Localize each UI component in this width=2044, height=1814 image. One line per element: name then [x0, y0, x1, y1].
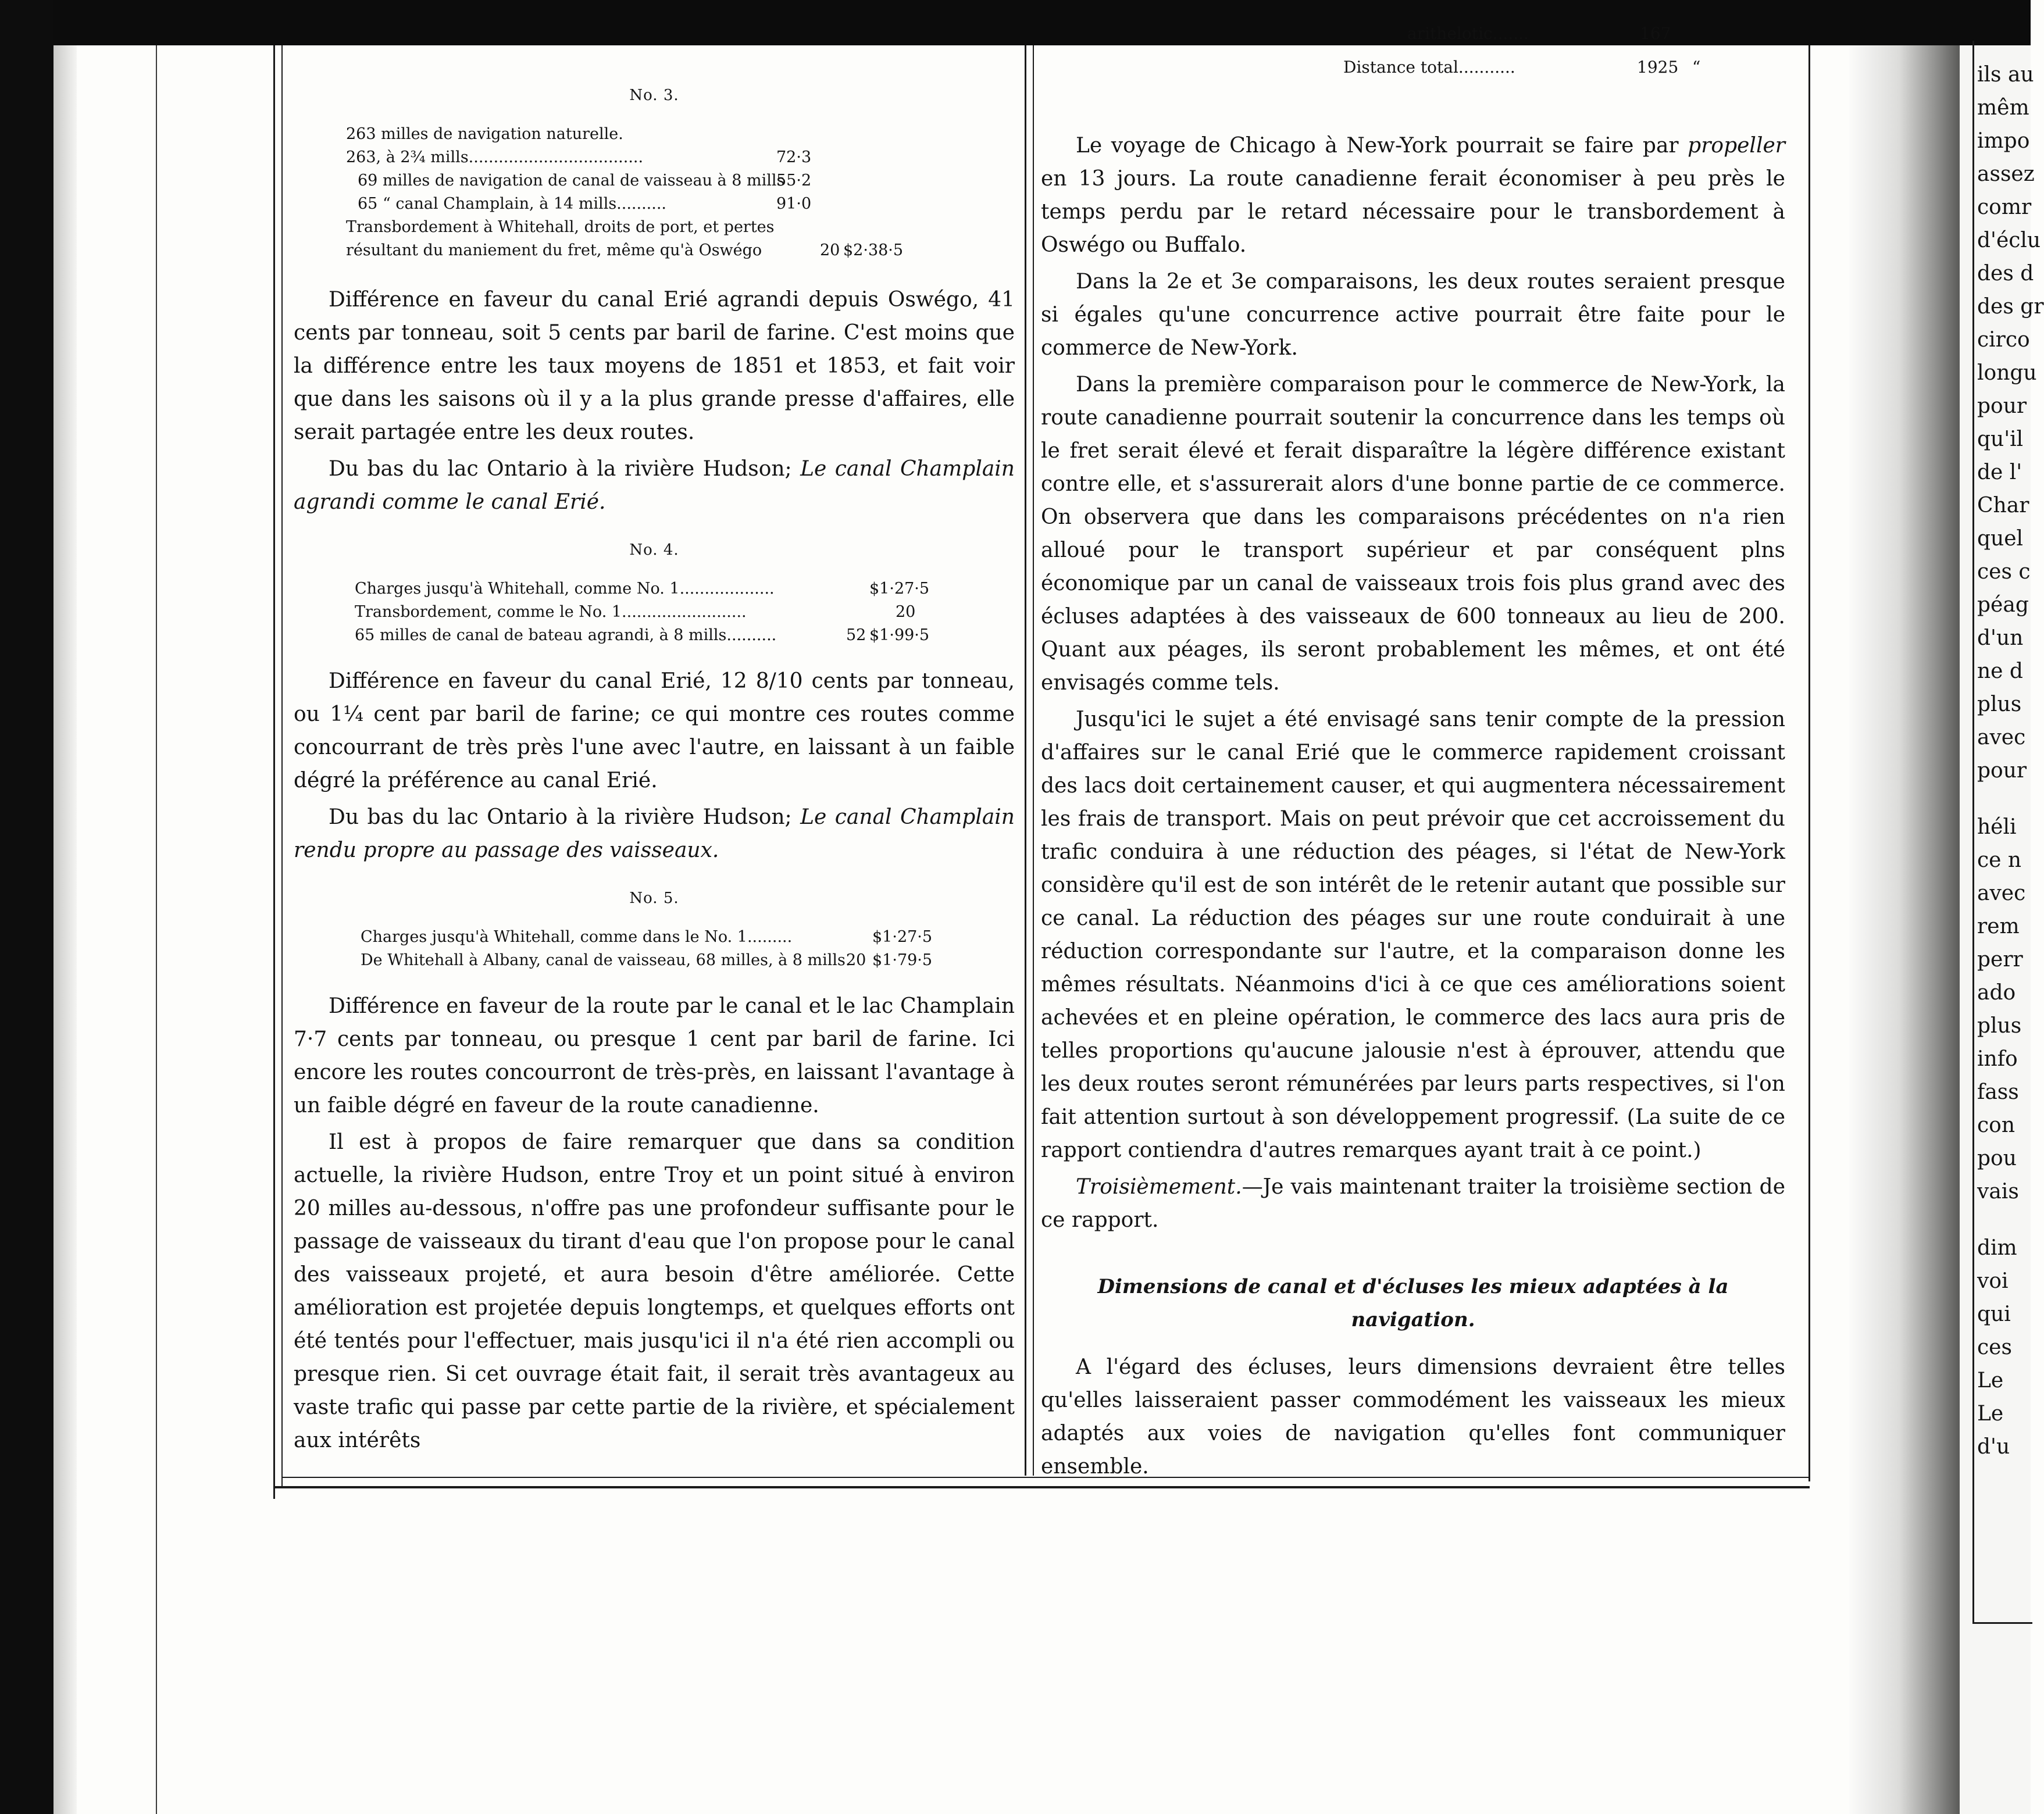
table-3-title: No. 3. — [629, 87, 679, 104]
frame-left-outer — [273, 45, 275, 1499]
paragraph: Le voyage de Chicago à New-York pourrait se faire par propeller en 13 jours. La route canadienne ferait économiser à peu près le temps perdu par le retard nécessaire pour le transbordement à Oswégo ou Buffalo. — [1041, 134, 1785, 257]
paragraph: Il est à propos de faire remarquer que dans sa condition actuelle, la rivière Hudson, entre Troy et un point situé à environ 20 milles au-dessous, n'offre pas une profondeur suffisante pour le passage de vaisseaux du tirant d'eau que l'on propose pour le canal des vaisseaux projeté, et aura besoin d'être améliorée. Cette amélioration est projetée depuis longtemps, et quelques efforts ont été tentés pour l'effectuer, mais jusqu'ici il n'a été rien accompli ou presque rien. Si cet ouvrage était fait, il serait très avantageux au vaste trafic qui passe par cette partie de la rivière, et spécialement aux intérêts — [294, 1130, 1015, 1452]
table-row: Transbordement à Whitehall, droits de port, et pertes — [346, 218, 775, 236]
table-row: 65 milles de canal de bateau agrandi, à 8 mills.......... 52 $1·99·5 — [355, 626, 930, 644]
table-3 — [294, 123, 1015, 262]
left-column — [294, 74, 1015, 1457]
scan-top-edge — [0, 0, 2031, 45]
table-row: Charges jusqu'à Whitehall, comme No. 1................... $1·27·5 — [355, 580, 930, 598]
scan-left-edge — [0, 0, 53, 1814]
paragraph: Différence en faveur du canal Erié, 12 8/10 cents par tonneau, ou 1¼ cent par baril de farine; ce qui montre ces routes comme concourrant de très près l'une avec l'autre, en laissant à un faible dégré la préférence au canal Erié. — [294, 669, 1015, 792]
paragraph: Dans la première comparaison pour le commerce de New-York, la route canadienne pourrait soutenir la concurrence dans les temps où le fret serait élevé et ferait disparaître la légère différence existant contre elle, et s'assurerait alors d'une bonne partie de ce commerce. On observera que dans les comparaisons précédentes on n'a rien alloué pour le transport supérieur et par conséquent plns économique par un canal de vaisseaux trois fois plus grand avec des écluses adaptées à des vaisseaux de 600 tonneaux au lieu de 200. Quant aux péages, ils seront probablement les mêmes, et ont été envisagés comme tels. — [1041, 373, 1785, 695]
table-4-title: No. 4. — [629, 541, 679, 559]
table-row: résultant du maniement du fret, même qu'à Oswégo 20 $2·38·5 — [346, 241, 904, 259]
table-row: 263 milles de navigation naturelle. — [346, 125, 623, 143]
next-page-strip: ils au mêm impo assez comr d'éclu des d des gr circo longu pour qu'il de l' Char quel ces c péag d'un ne d plus avec pour héli ce n avec rem perr ado plus info fass con pou vais dim voi qui ces Le Le d'u — [1977, 63, 2044, 1459]
table-row: 69 milles de navigation de canal de vaisseau à 8 mills 55·2 — [358, 172, 812, 190]
page-fold-line — [156, 45, 157, 1814]
section-heading: Dimensions de canal et d'écluses les mieux adaptées à la navigation. — [1097, 1275, 1729, 1331]
frame-right — [1808, 45, 1810, 1481]
right-column — [1041, 129, 1785, 1483]
column-divider-2 — [1033, 45, 1034, 1476]
frame-bottom-outer — [273, 1486, 1810, 1488]
distance-summary — [1337, 24, 1710, 79]
paragraph: A l'égard des écluses, leurs dimensions devraient être telles qu'elles laisseraient passer commodément les vaisseaux les mieux adaptés aux voies de navigation qu'elles font communiquer ensemble. — [1041, 1355, 1785, 1479]
paragraph: Différence en faveur du canal Erié agrandi depuis Oswégo, 41 cents par tonneau, soit 5 cents par baril de farine. C'est moins que la différence entre les taux moyens de 1851 et 1853, et fait voir que dans les saisons où il y a la plus grande presse d'affaires, elle serait partagée entre les deux routes. — [294, 288, 1015, 444]
column-divider-1 — [1025, 45, 1026, 1476]
frame-left-inner — [281, 45, 283, 1487]
table-row: 65 “ canal Champlain, à 14 mills.......... 91·0 — [358, 195, 812, 213]
table-row: De Whitehall à Albany, canal de vaisseau, 68 milles, à 8 mills. 20 $1·79·5 — [361, 951, 933, 969]
paragraph: Différence en faveur de la route par le canal et le lac Champlain 7·7 cents par tonneau, ou presque 1 cent par baril de farine. Ici encore les routes concourront de très-près, en laissant l'avantage à un faible dégré en faveur de la route canadienne. — [294, 994, 1015, 1117]
paragraph: Jusqu'ici le sujet a été envisagé sans tenir compte de la pression d'affaires sur le canal Erié que le commerce rapidement croissant des lacs doit certainement causer, et qui augmentera nécessairement les frais de transport. Mais on peut prévoir que cet accroissement du trafic conduira à une réduction des péages, si l'état de New-York considère qu'il est de son intérêt de le retenir autant que possible sur ce canal. La réduction des péages sur une route conduirait à une réduction correspondante sur l'autre, et la comparaison donne les mêmes résultats. Néanmoins d'ici à ce que ces améliorations soient achevées et en pleine opération, le commerce des lacs aura pris de telles proportions qu'aucune jalousie n'est à éprouver, attendu que les deux routes seront rémunérées par leurs parts respectives, si l'on fait attention surtout à son développement progressif. (La suite de ce rapport contiendra d'autres remarques ayant trait à ce point.) — [1041, 708, 1785, 1162]
table-4 — [294, 577, 1015, 647]
summary-row-total: Distance total........... 1925 “ — [1343, 58, 1701, 77]
paragraph: Du bas du lac Ontario à la rivière Hudson; Le canal Champlain agrandi comme le canal Erié. — [294, 457, 1015, 514]
paragraph: Troisièmement.—Je vais maintenant traiter la troisième section de ce rapport. — [1041, 1175, 1785, 1232]
summary-row-partial: arithelotic....... 167 — [1407, 24, 1671, 43]
paragraph: Dans la 2e et 3e comparaisons, les deux routes seraient presque si égales qu'une concurrence active pourrait être faite pour le commerce de New-York. — [1041, 270, 1785, 360]
table-5 — [294, 926, 1015, 972]
paragraph: Du bas du lac Ontario à la rivière Hudson; Le canal Champlain rendu propre au passage des vaisseaux. — [294, 805, 1015, 862]
page-gutter-shadow — [53, 45, 77, 1814]
table-row: 263, à 2¾ mills................................... 72·3 — [346, 148, 812, 166]
table-5-title: No. 5. — [629, 890, 679, 907]
table-row: Transbordement, comme le No. 1......................... 20 — [355, 603, 916, 621]
table-row: Charges jusqu'à Whitehall, comme dans le No. 1......... $1·27·5 — [361, 928, 933, 946]
page-fold-shadow — [1849, 45, 1960, 1814]
